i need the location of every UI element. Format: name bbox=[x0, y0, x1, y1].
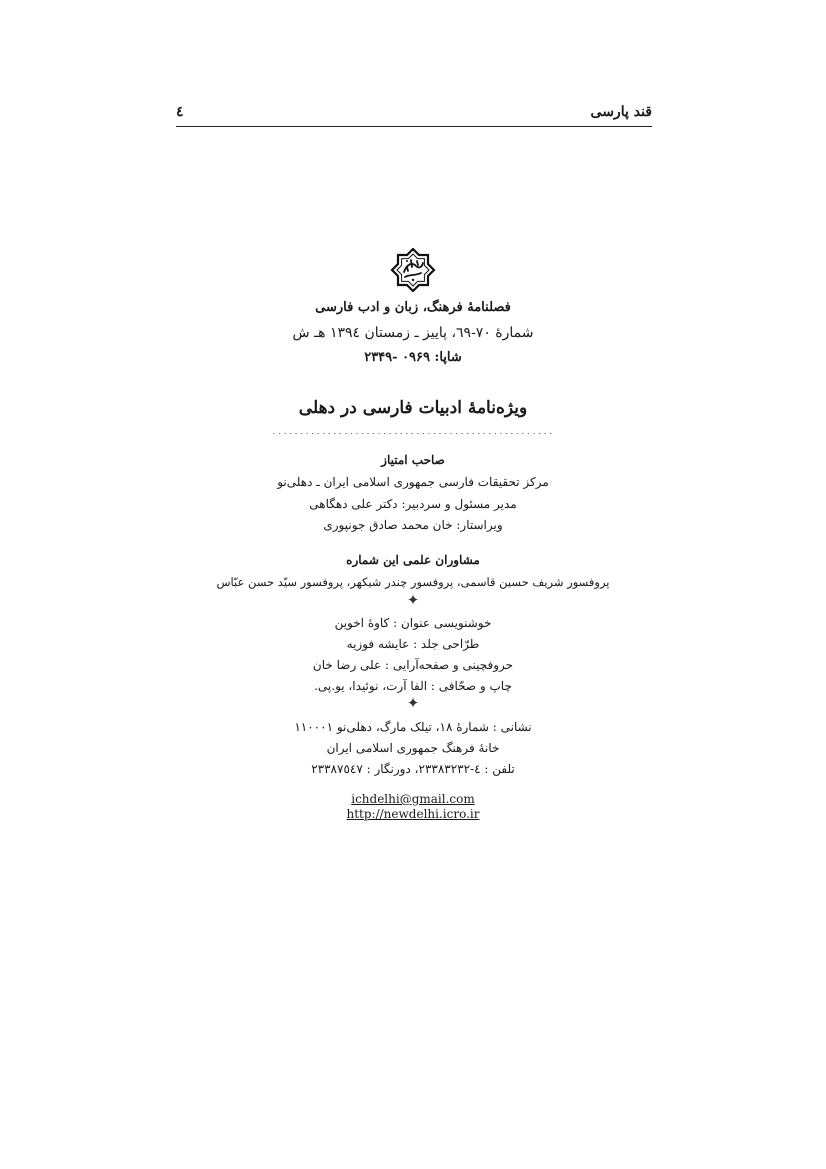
ornament-divider: ✦ bbox=[406, 591, 420, 609]
qand-e-parsi-seal-icon bbox=[388, 248, 438, 292]
dotted-divider: ................................................... bbox=[271, 424, 555, 434]
issn-line: شاپا: ۰۹۶۹ -۲۳۴۹ bbox=[364, 350, 462, 365]
proprietor-organization: مرکز تحقیقات فارسی جمهوری اسلامی ایران ـ دهلی‌نو bbox=[277, 475, 549, 489]
page-number: ٤ bbox=[176, 104, 184, 120]
credit-calligraphy: خوشنویسی عنوان : کاوۀ اخوین bbox=[334, 616, 492, 630]
issue-line: شمارۀ ٧٠-٦٩، پاییز ـ زمستان ١٣٩٤ هـ ش bbox=[292, 325, 534, 341]
advisors-heading: مشاوران علمی این شماره bbox=[346, 553, 480, 567]
header-rule bbox=[176, 126, 652, 127]
contact-address: نشانی : شمارۀ ١٨، تیلک مارگ، دهلی‌نو ١١٠٠٠١ bbox=[294, 720, 532, 734]
credit-cover-design: طرّاحی جلد : عایشه فوزیه bbox=[346, 637, 480, 651]
advisors-names: پروفسور شریف حسین قاسمی، پروفسور چندر شیکهر، پروفسور سیّد حسن عبّاس bbox=[216, 575, 610, 589]
email-link[interactable]: ichdelhi@gmail.com bbox=[351, 792, 475, 806]
credit-typesetting: حروفچینی و صفحه‌آرایی : علی رضا خان bbox=[312, 658, 514, 672]
copy-editor: ویراستار: خان محمد صادق جونپوری bbox=[323, 518, 503, 532]
contact-institution: خانۀ فرهنگ جمهوری اسلامی ایران bbox=[326, 741, 500, 755]
website-link[interactable]: http://newdelhi.icro.ir bbox=[346, 807, 480, 821]
credit-printing: چاپ و صحّافی : الفا آرت، نوئیدا، یو.پی. bbox=[314, 679, 512, 693]
special-issue-title: ویژه‌نامۀ ادبیات فارسی در دهلی bbox=[298, 398, 528, 418]
contact-phone: تلفن : ٤-٢٣٣٨٣٢٣٢، دورنگار : ٢٣٣٨٧٥٤٧ bbox=[311, 762, 515, 776]
editor-in-chief: مدیر مسئول و سردبیر: دکتر علی دهگاهی bbox=[309, 497, 517, 511]
running-header bbox=[176, 104, 652, 126]
ornament-divider: ✦ bbox=[406, 694, 420, 712]
journal-subtitle: فصلنامۀ فرهنگ، زبان و ادب فارسی bbox=[315, 300, 511, 315]
running-head-title: قند پارسی bbox=[590, 104, 652, 120]
proprietor-heading: صاحب امتیاز bbox=[381, 453, 445, 467]
